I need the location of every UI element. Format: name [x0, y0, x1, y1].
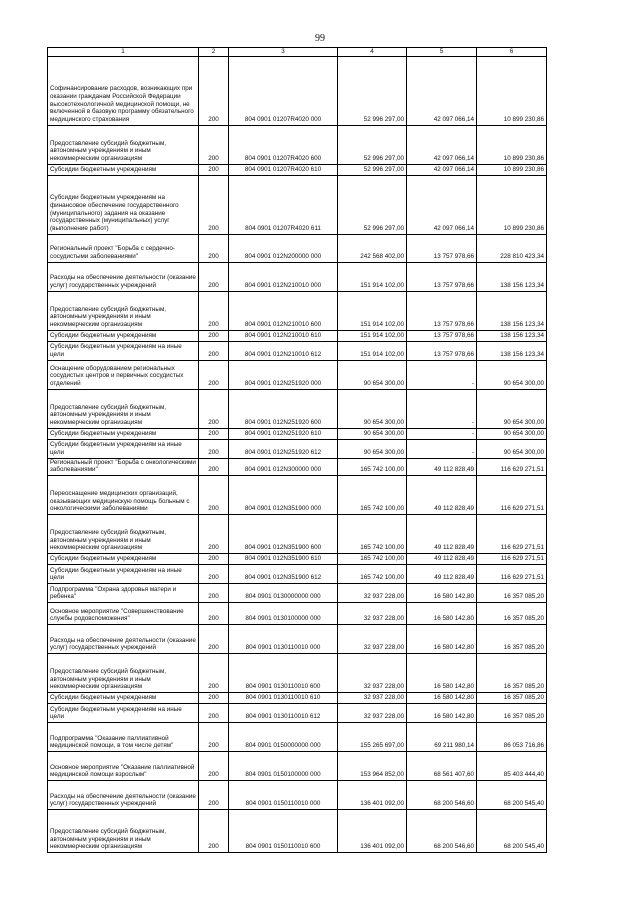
row-description: Региональный проект "Борьба с онкологическими заболеваниями"	[48, 458, 199, 475]
row-executed-amount: 49 112 828,49	[407, 554, 477, 565]
table-row	[48, 360, 547, 389]
row-executed-amount: 69 211 980,14	[407, 723, 477, 752]
row-remaining-amount: 68 200 545,40	[477, 781, 547, 810]
row-remaining-amount: 16 357 085,20	[477, 625, 547, 654]
row-classification-code: 804 0901 012N251920 610	[229, 428, 338, 439]
row-description: Субсидии бюджетным учреждениям на иные цели	[48, 341, 199, 360]
row-classification-code: 804 0901 0130000000 000	[229, 584, 338, 603]
table-row	[48, 476, 547, 515]
row-executed-amount: 68 200 546,60	[407, 781, 477, 810]
row-classification-code: 804 0901 0130100000 000	[229, 603, 338, 625]
row-approved-amount: 165 742 100,00	[338, 476, 407, 515]
row-executed-amount: 13 757 978,66	[407, 234, 477, 262]
row-approved-amount: 52 996 297,00	[338, 56, 407, 125]
row-classification-code: 804 0901 01207R4020 610	[229, 164, 338, 175]
row-remaining-amount: 228 810 423,34	[477, 234, 547, 262]
row-description: Субсидии бюджетным учреждениям	[48, 428, 199, 439]
row-approved-amount: 90 654 300,00	[338, 428, 407, 439]
row-classification-code: 804 0901 0150000000 000	[229, 723, 338, 752]
row-description: Субсидии бюджетным учреждениям на иные цели	[48, 704, 199, 723]
row-classification-code: 804 0901 01207R4020 600	[229, 125, 338, 164]
row-classification-code: 804 0901 012N300000 000	[229, 458, 338, 475]
row-executed-amount: 49 112 828,49	[407, 515, 477, 554]
row-admin-code: 200	[199, 565, 229, 584]
row-approved-amount: 90 654 300,00	[338, 360, 407, 389]
row-approved-amount: 52 996 297,00	[338, 164, 407, 175]
row-description: Предоставление субсидий бюджетным, автономным учреждениям и иным некоммерческим организациям	[48, 291, 199, 330]
row-approved-amount: 242 568 402,00	[338, 234, 407, 262]
table-row	[48, 654, 547, 693]
row-admin-code: 200	[199, 693, 229, 704]
row-classification-code: 804 0901 012N210010 000	[229, 262, 338, 291]
row-admin-code: 200	[199, 654, 229, 693]
row-description: Подпрограмма "Охрана здоровья матери и ребенка"	[48, 584, 199, 603]
row-approved-amount: 52 996 297,00	[338, 125, 407, 164]
row-description: Софинансирование расходов, возникающих при оказании гражданам Российской Федерации высокотехнологичной медицинской помощи, не включенной в базовую программу обязательного медицинского страхования	[48, 56, 199, 125]
row-admin-code: 200	[199, 389, 229, 428]
row-executed-amount: 49 112 828,49	[407, 565, 477, 584]
row-classification-code: 804 0901 012N210010 612	[229, 341, 338, 360]
row-admin-code: 200	[199, 164, 229, 175]
row-executed-amount: 49 112 828,49	[407, 476, 477, 515]
row-approved-amount: 151 914 102,00	[338, 330, 407, 341]
row-admin-code: 200	[199, 439, 229, 458]
row-remaining-amount: 10 899 230,86	[477, 175, 547, 234]
row-remaining-amount: 116 629 271,51	[477, 565, 547, 584]
row-description: Основное мероприятие "Оказание паллиативной медицинской помощи взрослым"	[48, 752, 199, 781]
row-description: Подпрограмма "Оказание паллиативной медицинской помощи, в том числе детям"	[48, 723, 199, 752]
row-admin-code: 200	[199, 603, 229, 625]
row-executed-amount: 13 757 978,66	[407, 291, 477, 330]
row-description: Субсидии бюджетным учреждениям	[48, 330, 199, 341]
row-executed-amount: 16 580 142,80	[407, 654, 477, 693]
row-description: Субсидии бюджетным учреждениям на финансовое обеспечение государственного (муниципального) задания на оказание государственных (муниципальных) услуг (выполнение работ)	[48, 175, 199, 234]
row-description: Субсидии бюджетным учреждениям	[48, 693, 199, 704]
row-remaining-amount: 138 156 123,34	[477, 262, 547, 291]
row-classification-code: 804 0901 0130110010 000	[229, 625, 338, 654]
row-approved-amount: 32 937 228,00	[338, 603, 407, 625]
row-executed-amount: 16 580 142,80	[407, 693, 477, 704]
row-admin-code: 200	[199, 458, 229, 475]
row-classification-code: 804 0901 012N210010 610	[229, 330, 338, 341]
row-classification-code: 804 0901 01207R4020 611	[229, 175, 338, 234]
page-number: 99	[315, 33, 325, 44]
table-row	[48, 164, 547, 175]
row-admin-code: 200	[199, 810, 229, 853]
row-executed-amount: 16 580 142,80	[407, 625, 477, 654]
row-classification-code: 804 0901 0130110010 610	[229, 693, 338, 704]
row-executed-amount: 13 757 978,66	[407, 262, 477, 291]
row-classification-code: 804 0901 0150110010 000	[229, 781, 338, 810]
row-classification-code: 804 0901 012N251920 000	[229, 360, 338, 389]
row-classification-code: 804 0901 0150100000 000	[229, 752, 338, 781]
row-approved-amount: 165 742 100,00	[338, 458, 407, 475]
row-classification-code: 804 0901 012N351900 610	[229, 554, 338, 565]
table-row	[48, 439, 547, 458]
row-remaining-amount: 16 357 085,20	[477, 654, 547, 693]
row-admin-code: 200	[199, 781, 229, 810]
row-approved-amount: 32 937 228,00	[338, 625, 407, 654]
table-row	[48, 291, 547, 330]
column-number: 3	[229, 48, 338, 57]
row-admin-code: 200	[199, 428, 229, 439]
row-admin-code: 200	[199, 704, 229, 723]
row-description: Предоставление субсидий бюджетным, автономным учреждениям и иным некоммерческим организациям	[48, 654, 199, 693]
row-remaining-amount: 16 357 085,20	[477, 693, 547, 704]
row-admin-code: 200	[199, 625, 229, 654]
row-remaining-amount: 116 629 271,51	[477, 515, 547, 554]
row-description: Субсидии бюджетным учреждениям на иные цели	[48, 439, 199, 458]
column-number-row	[48, 48, 547, 57]
table-row	[48, 389, 547, 428]
column-number: 5	[407, 48, 477, 57]
row-remaining-amount: 16 357 085,20	[477, 584, 547, 603]
row-approved-amount: 155 265 697,00	[338, 723, 407, 752]
budget-execution-table	[47, 47, 547, 853]
row-executed-amount: 42 097 066,14	[407, 125, 477, 164]
row-admin-code: 200	[199, 752, 229, 781]
row-admin-code: 200	[199, 234, 229, 262]
row-remaining-amount: 90 654 300,00	[477, 439, 547, 458]
row-executed-amount: 16 580 142,80	[407, 584, 477, 603]
row-admin-code: 200	[199, 360, 229, 389]
row-approved-amount: 32 937 228,00	[338, 654, 407, 693]
row-approved-amount: 153 964 852,00	[338, 752, 407, 781]
row-executed-amount: 16 580 142,80	[407, 603, 477, 625]
table-row	[48, 625, 547, 654]
row-classification-code: 804 0901 012N351900 600	[229, 515, 338, 554]
table-row	[48, 428, 547, 439]
row-executed-amount: 16 580 142,80	[407, 704, 477, 723]
row-classification-code: 804 0901 012N351900 000	[229, 476, 338, 515]
row-approved-amount: 165 742 100,00	[338, 565, 407, 584]
row-remaining-amount: 16 357 085,20	[477, 704, 547, 723]
row-approved-amount: 32 937 228,00	[338, 584, 407, 603]
row-remaining-amount: 116 629 271,51	[477, 476, 547, 515]
table-row	[48, 175, 547, 234]
table-row	[48, 693, 547, 704]
row-admin-code: 200	[199, 291, 229, 330]
row-approved-amount: 165 742 100,00	[338, 554, 407, 565]
table-row	[48, 704, 547, 723]
row-classification-code: 804 0901 01207R4020 000	[229, 56, 338, 125]
row-classification-code: 804 0901 012N351900 612	[229, 565, 338, 584]
row-executed-amount: 42 097 066,14	[407, 164, 477, 175]
table-row	[48, 554, 547, 565]
row-remaining-amount: 138 156 123,34	[477, 330, 547, 341]
row-remaining-amount: 90 654 300,00	[477, 360, 547, 389]
row-executed-amount: 49 112 828,49	[407, 458, 477, 475]
row-executed-amount: 42 097 066,14	[407, 175, 477, 234]
row-classification-code: 804 0901 0130110010 612	[229, 704, 338, 723]
row-admin-code: 200	[199, 330, 229, 341]
row-admin-code: 200	[199, 56, 229, 125]
row-remaining-amount: 68 200 545,40	[477, 810, 547, 853]
table-row	[48, 234, 547, 262]
row-approved-amount: 136 401 092,00	[338, 781, 407, 810]
row-approved-amount: 90 654 300,00	[338, 389, 407, 428]
row-remaining-amount: 10 899 230,86	[477, 125, 547, 164]
row-remaining-amount: 90 654 300,00	[477, 389, 547, 428]
column-number: 6	[477, 48, 547, 57]
row-classification-code: 804 0901 012N200000 000	[229, 234, 338, 262]
row-remaining-amount: 16 357 085,20	[477, 603, 547, 625]
row-executed-amount: -	[407, 439, 477, 458]
row-admin-code: 200	[199, 554, 229, 565]
table-row	[48, 723, 547, 752]
table-row	[48, 603, 547, 625]
row-description: Оснащение оборудованием региональных сосудистых центров и первичных сосудистых отделений	[48, 360, 199, 389]
row-description: Расходы на обеспечение деятельности (оказание услуг) государственных учреждений	[48, 262, 199, 291]
row-remaining-amount: 10 899 230,86	[477, 56, 547, 125]
table-row	[48, 565, 547, 584]
row-remaining-amount: 90 654 300,00	[477, 428, 547, 439]
row-admin-code: 200	[199, 584, 229, 603]
row-admin-code: 200	[199, 125, 229, 164]
row-approved-amount: 151 914 102,00	[338, 291, 407, 330]
column-number: 1	[48, 48, 199, 57]
table-row	[48, 341, 547, 360]
table-row	[48, 781, 547, 810]
row-executed-amount: 68 561 407,60	[407, 752, 477, 781]
row-description: Предоставление субсидий бюджетным, автономным учреждениям и иным некоммерческим организациям	[48, 810, 199, 853]
row-executed-amount: 68 200 546,60	[407, 810, 477, 853]
row-executed-amount: -	[407, 360, 477, 389]
row-description: Предоставление субсидий бюджетным, автономным учреждениям и иным некоммерческим организациям	[48, 125, 199, 164]
row-admin-code: 200	[199, 175, 229, 234]
row-approved-amount: 52 996 297,00	[338, 175, 407, 234]
table-row	[48, 810, 547, 853]
table-row	[48, 584, 547, 603]
row-description: Предоставление субсидий бюджетным, автономным учреждениям и иным некоммерческим организациям	[48, 389, 199, 428]
row-executed-amount: -	[407, 389, 477, 428]
row-approved-amount: 136 401 092,00	[338, 810, 407, 853]
row-admin-code: 200	[199, 515, 229, 554]
table-row	[48, 458, 547, 475]
row-description: Основное мероприятие "Совершенствование службы родовспоможения"	[48, 603, 199, 625]
row-description: Субсидии бюджетным учреждениям	[48, 164, 199, 175]
row-classification-code: 804 0901 012N251920 612	[229, 439, 338, 458]
column-number: 4	[338, 48, 407, 57]
row-remaining-amount: 10 899 230,86	[477, 164, 547, 175]
row-admin-code: 200	[199, 476, 229, 515]
row-approved-amount: 151 914 102,00	[338, 341, 407, 360]
row-remaining-amount: 85 403 444,40	[477, 752, 547, 781]
row-description: Расходы на обеспечение деятельности (оказание услуг) государственных учреждений	[48, 625, 199, 654]
row-description: Региональный проект "Борьба с сердечно-сосудистыми заболеваниями"	[48, 234, 199, 262]
row-classification-code: 804 0901 012N251920 600	[229, 389, 338, 428]
row-executed-amount: 13 757 978,66	[407, 330, 477, 341]
row-executed-amount: 42 097 066,14	[407, 56, 477, 125]
row-remaining-amount: 116 629 271,51	[477, 458, 547, 475]
row-admin-code: 200	[199, 723, 229, 752]
table-row	[48, 125, 547, 164]
row-executed-amount: 13 757 978,66	[407, 341, 477, 360]
row-description: Переоснащение медицинских организаций, оказывающих медицинскую помощь больным с онкологическими заболеваниями	[48, 476, 199, 515]
column-number: 2	[199, 48, 229, 57]
row-admin-code: 200	[199, 262, 229, 291]
row-remaining-amount: 86 053 716,86	[477, 723, 547, 752]
table-row	[48, 515, 547, 554]
row-remaining-amount: 138 156 123,34	[477, 291, 547, 330]
row-description: Расходы на обеспечение деятельности (оказание услуг) государственных учреждений	[48, 781, 199, 810]
row-approved-amount: 151 914 102,00	[338, 262, 407, 291]
row-remaining-amount: 116 629 271,51	[477, 554, 547, 565]
row-classification-code: 804 0901 012N210010 600	[229, 291, 338, 330]
row-executed-amount: -	[407, 428, 477, 439]
table-row	[48, 56, 547, 125]
row-classification-code: 804 0901 0150110010 600	[229, 810, 338, 853]
row-classification-code: 804 0901 0130110010 600	[229, 654, 338, 693]
row-remaining-amount: 138 156 123,34	[477, 341, 547, 360]
table-row	[48, 330, 547, 341]
row-description: Субсидии бюджетным учреждениям на иные цели	[48, 565, 199, 584]
row-approved-amount: 32 937 228,00	[338, 693, 407, 704]
row-approved-amount: 32 937 228,00	[338, 704, 407, 723]
table-row	[48, 262, 547, 291]
row-approved-amount: 165 742 100,00	[338, 515, 407, 554]
table-row	[48, 752, 547, 781]
row-description: Предоставление субсидий бюджетным, автономным учреждениям и иным некоммерческим организациям	[48, 515, 199, 554]
row-approved-amount: 90 654 300,00	[338, 439, 407, 458]
row-description: Субсидии бюджетным учреждениям	[48, 554, 199, 565]
row-admin-code: 200	[199, 341, 229, 360]
